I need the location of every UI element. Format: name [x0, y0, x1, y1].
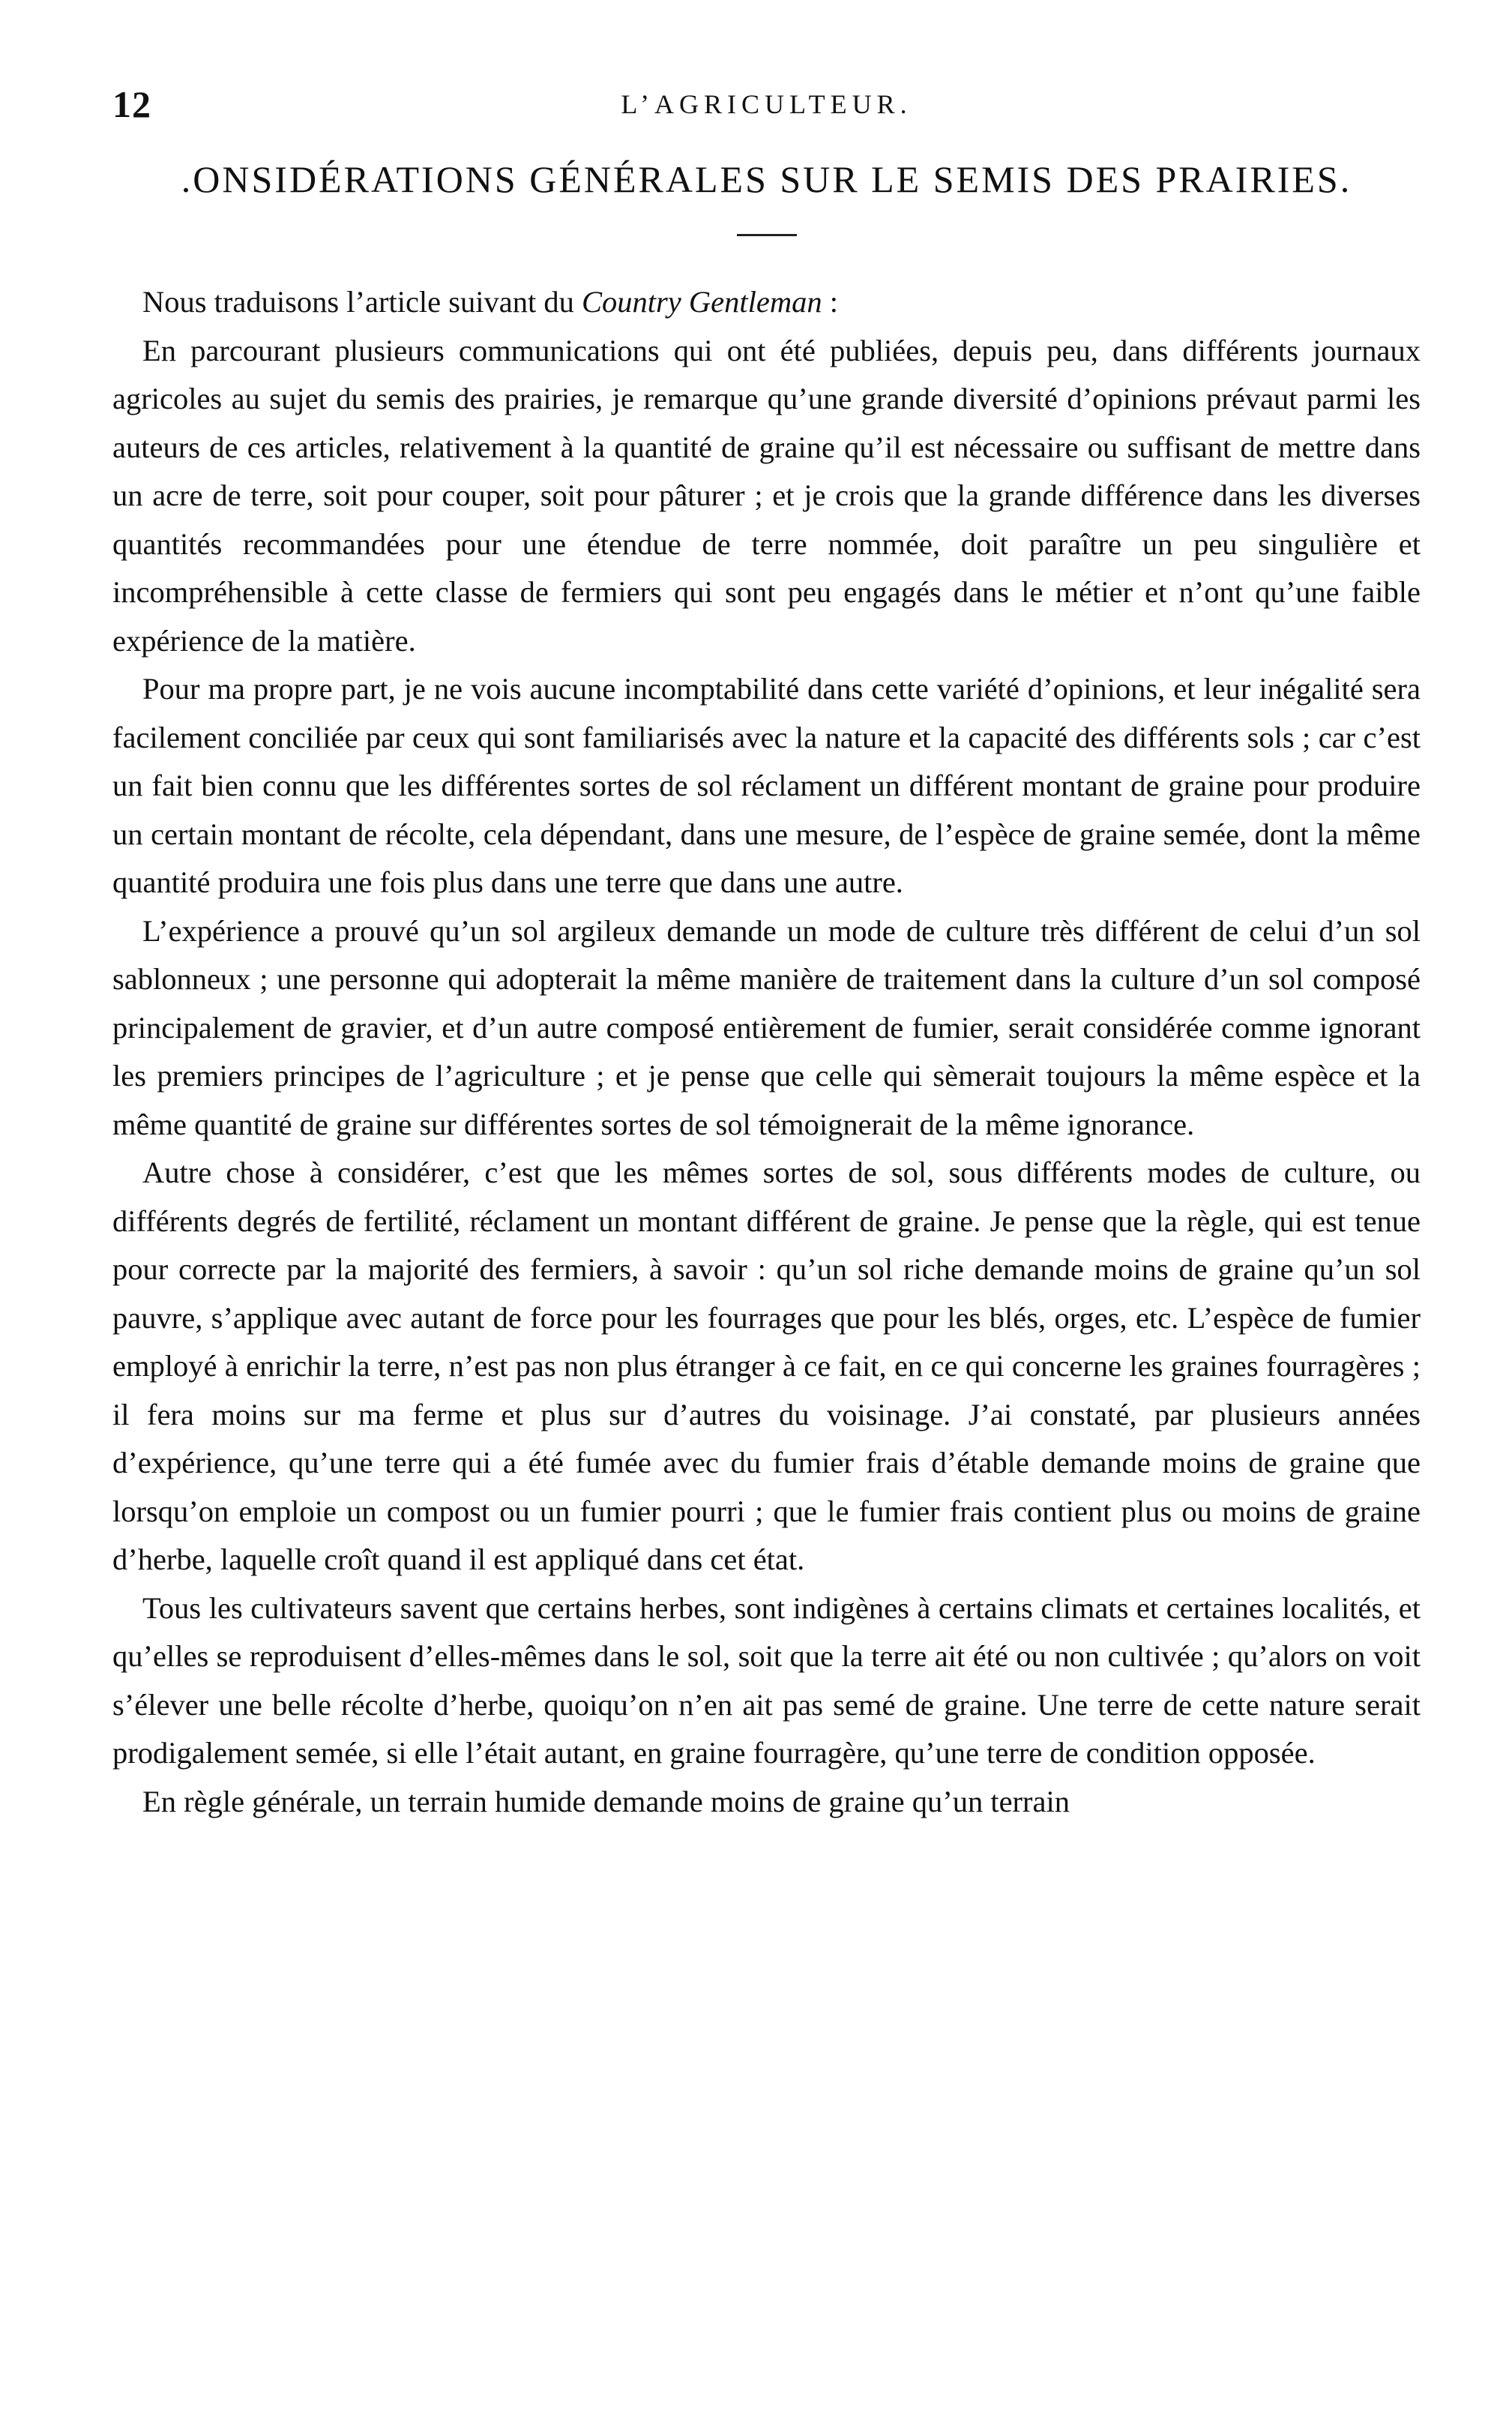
paragraph-1: En parcourant plusieurs communications qui ont été publiées, depuis peu, dans différents journaux agricoles au sujet du semis des prairies, je remarque qu’une grande diversité d’opinions prévaut parmi les auteurs de ces articles, relativement à la quantité de graine qu’il est nécessaire ou suffisant de mettre dans un acre de terre, soit pour couper, soit pour pâturer ; et je crois que la grande différence dans les diverses quantités recommandées pour une étendue de terre nommée, doit paraître un peu singulière et incompréhensible à cette classe de fermiers qui sont peu engagés dans le métier et n’ont qu’une faible expérience de la matière. — [112, 333, 1421, 658]
paragraph-6: En règle générale, un terrain humide demande moins de graine qu’un terrain — [142, 1784, 1070, 1818]
paragraph-3: L’expérience a prouvé qu’un sol argileux demande un mode de culture très différent de celui d’un sol sablonneux ; une personne qui adopterait la même manière de traitement dans la culture d’un sol composé principalement de gravier, et d’un autre composé entièrement de fumier, serait considérée comme ignorant les premiers principes de l’agriculture ; et je pense que celle qui sèmerait toujours la même espèce et la même quantité de graine sur différentes sortes de sol témoignerait de la même ignorance. — [112, 913, 1421, 1141]
paragraph-4: Autre chose à considérer, c’est que les mêmes sortes de sol, sous différents modes de culture, ou différents degrés de fertilité, réclament un montant différent de graine. Je pense que la règle, qui est tenue pour correcte par la majorité des fermiers, à savoir : qu’un sol riche demande moins de graine qu’un sol pauvre, s’applique avec autant de force pour les fourrages que pour les blés, orges, etc. L’espèce de fumier employé à enrichir la terre, n’est pas non plus étranger à ce fait, en ce qui concerne les graines fourragères ; il fera moins sur ma ferme et plus sur d’autres du voisinage. J’ai constaté, par plusieurs années d’expérience, qu’une terre qui a été fumée avec du fumier frais d’étable demande moins de graine que lorsqu’on emploie un compost ou un fumier pourri ; que le fumier frais contient plus ou moins de graine d’herbe, laquelle croît quand il est appliqué dans cet état. — [112, 1156, 1421, 1576]
intro-paragraph — [112, 278, 1421, 327]
paragraph-5: Tous les cultivateurs savent que certains herbes, sont indigènes à certains climats et certaines localités, et qu’elles se reproduisent d’elles-mêmes dans le sol, soit que la terre ait été ou non cultivée ; qu’alors on voit s’élever une belle récolte d’herbe, quoiqu’on n’en ait pas semé de graine. Une terre de cette nature serait prodigalement semée, si elle l’était autant, en graine fourragère, qu’une terre de condition opposée. — [112, 1590, 1421, 1770]
article-title: .ONSIDÉRATIONS GÉNÉRALES SUR LE SEMIS DES PRAIRIES. — [181, 158, 1352, 200]
paragraph-2: Pour ma propre part, je ne vois aucune incomptabilité dans cette variété d’opinions, et leur inégalité sera facilement conciliée par ceux qui sont familiarisés avec la nature et la capacité des différents sols ; car c’est un fait bien connu que les différentes sortes de sol réclament un différent montant de graine pour produire un certain montant de récolte, cela dépendant, dans une mesure, de l’espèce de graine semée, dont la même quantité produira une fois plus dans une terre que dans une autre. — [112, 672, 1421, 899]
running-head — [112, 82, 1421, 135]
running-title: L’AGRICULTEUR. — [621, 89, 912, 119]
page-number: 12 — [112, 83, 151, 125]
source-publication: Country Gentleman — [582, 285, 822, 319]
title-divider — [737, 234, 797, 236]
intro-text: Nous traduisons l’article suivant du — [142, 285, 582, 319]
intro-colon: : — [822, 285, 839, 319]
book-page — [112, 82, 1421, 1826]
